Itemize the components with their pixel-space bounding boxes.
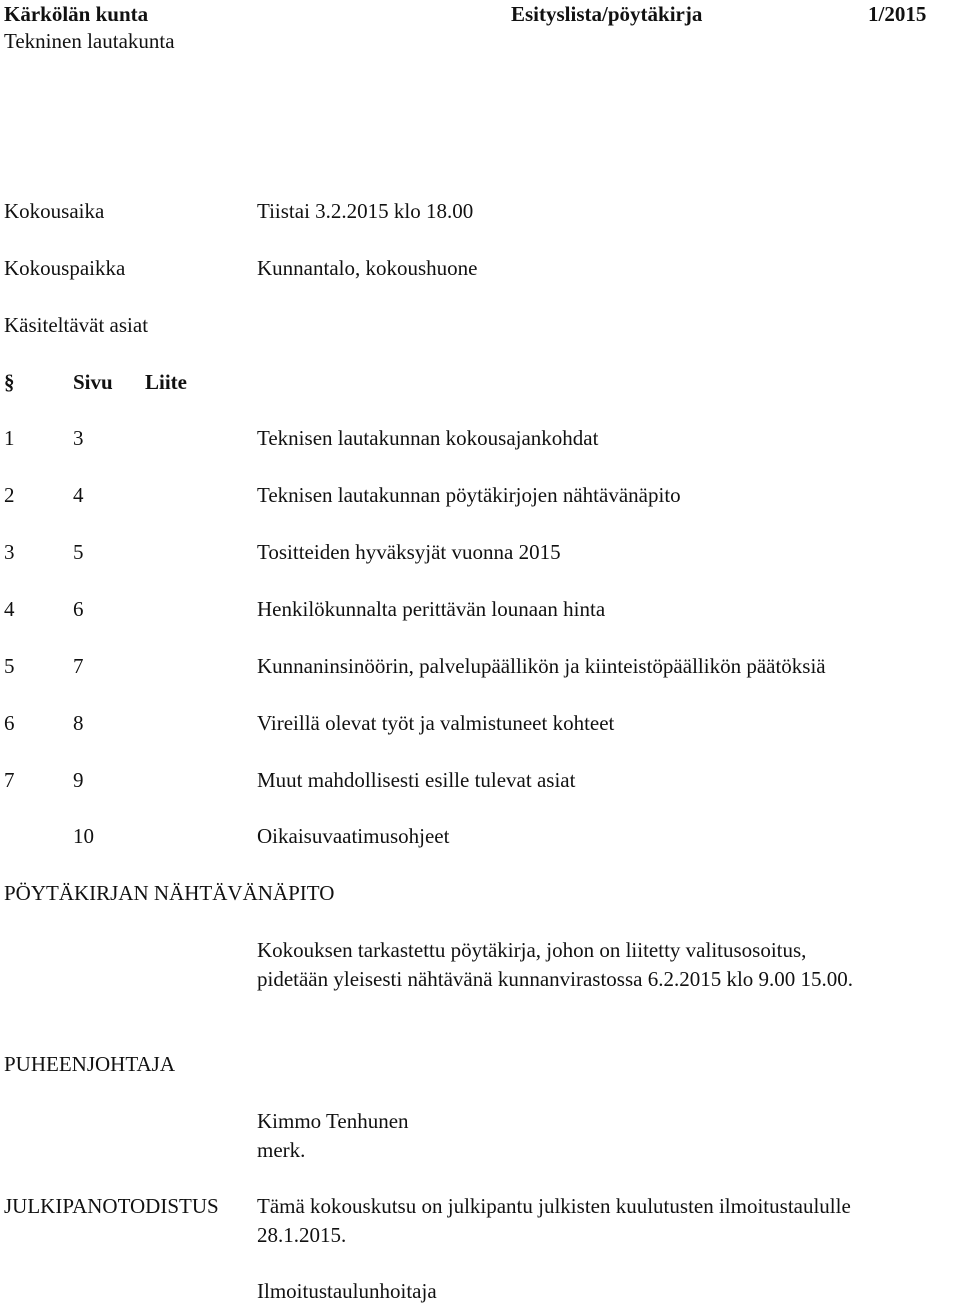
agenda-item-title: Kunnaninsinöörin, palvelupäällikön ja kiinteistöpäällikön päätöksiä: [257, 654, 826, 678]
agenda-item-page: 8: [73, 711, 84, 735]
agenda-item-page: 5: [73, 540, 84, 564]
meeting-place-label: Kokouspaikka: [4, 256, 126, 280]
minutes-display-text-line-2: pidetään yleisesti nähtävänä kunnanvirastossa 6.2.2015 klo 9.00 15.00.: [257, 967, 854, 991]
chair-name: Kimmo Tenhunen: [257, 1109, 409, 1133]
minutes-display-heading: PÖYTÄKIRJAN NÄHTÄVÄNÄPITO: [4, 881, 335, 905]
posting-text-line-1: Tämä kokouskutsu on julkipantu julkisten kuulutusten ilmoitustaululle: [257, 1194, 851, 1218]
section-symbol: §: [4, 370, 15, 394]
agenda-item-page: 10: [73, 824, 94, 848]
agenda-item-page: 4: [73, 483, 84, 507]
agenda-item-number: 5: [4, 654, 15, 678]
posting-heading: JULKIPANOTODISTUS: [4, 1194, 219, 1218]
agenda-item-title: Tositteiden hyväksyjät vuonna 2015: [257, 540, 561, 564]
posting-text-line-2: 28.1.2015.: [257, 1223, 347, 1247]
chair-signed-note: merk.: [257, 1138, 306, 1162]
chair-heading: PUHEENJOHTAJA: [4, 1052, 175, 1076]
agenda-heading: Käsiteltävät asiat: [4, 313, 149, 337]
agenda-item-page: 9: [73, 768, 84, 792]
agenda-item-title: Henkilökunnalta perittävän lounaan hinta: [257, 597, 606, 621]
meeting-time-value: Tiistai 3.2.2015 klo 18.00: [257, 199, 474, 223]
meeting-place-value: Kunnantalo, kokoushuone: [257, 256, 478, 280]
agenda-item-number: 1: [4, 426, 15, 450]
agenda-item-number: 4: [4, 597, 15, 621]
agenda-item-title: Oikaisuvaatimusohjeet: [257, 824, 450, 848]
document-type: Esityslista/pöytäkirja: [511, 2, 703, 26]
agenda-item-title: Muut mahdollisesti esille tulevat asiat: [257, 768, 576, 792]
column-header-attachment: Liite: [145, 370, 187, 394]
agenda-item-title: Teknisen lautakunnan pöytäkirjojen nähtävänäpito: [257, 483, 681, 507]
document-number: 1/2015: [868, 2, 927, 26]
agenda-item-title: Teknisen lautakunnan kokousajankohdat: [257, 426, 599, 450]
agenda-item-number: 6: [4, 711, 15, 735]
agenda-item-page: 7: [73, 654, 84, 678]
agenda-item-page: 3: [73, 426, 84, 450]
column-header-page: Sivu: [73, 370, 113, 394]
agenda-item-page: 6: [73, 597, 84, 621]
agenda-item-number: 2: [4, 483, 15, 507]
municipality-name: Kärkölän kunta: [4, 2, 149, 26]
agenda-item-number: 7: [4, 768, 15, 792]
agenda-item-title: Vireillä olevat työt ja valmistuneet kohteet: [257, 711, 615, 735]
agenda-item-number: 3: [4, 540, 15, 564]
board-name: Tekninen lautakunta: [4, 29, 175, 53]
meeting-time-label: Kokousaika: [4, 199, 105, 223]
notice-board-keeper: Ilmoitustaulunhoitaja: [257, 1279, 437, 1303]
minutes-display-text-line-1: Kokouksen tarkastettu pöytäkirja, johon on liitetty valitusosoitus,: [257, 938, 807, 962]
